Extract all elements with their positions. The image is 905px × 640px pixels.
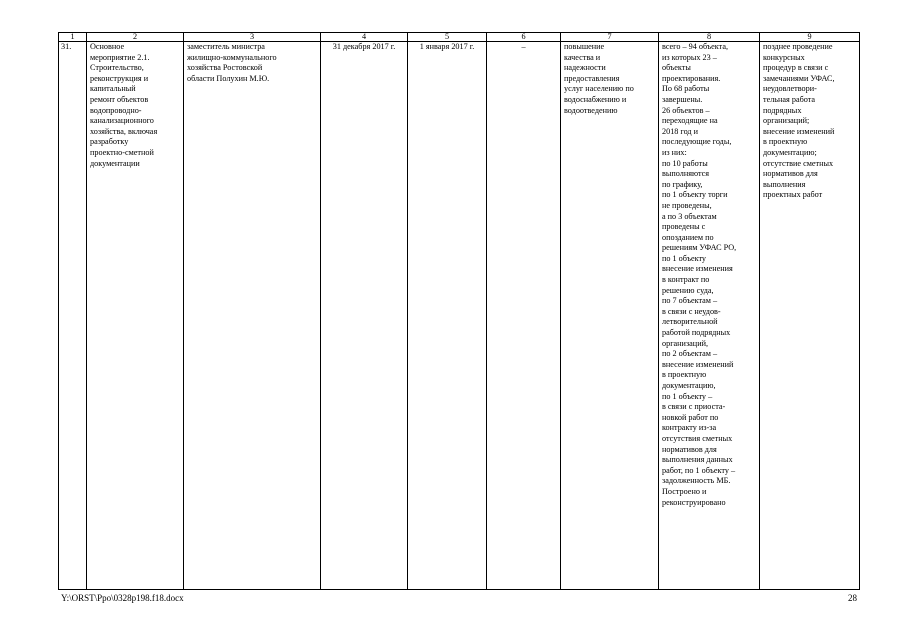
column-number: 4 bbox=[321, 33, 408, 42]
column-number: 2 bbox=[87, 33, 184, 42]
reasons-cell: позднее проведение конкурсных процедур в связи с замечаниями УФАС, неудовлетвори- тельная работа подрядных организаций; внесение изменений в проектную документацию; отсутствие сметных нормативов для выполнения проектных работ bbox=[760, 42, 860, 590]
table-row bbox=[59, 42, 860, 590]
responsible-cell: заместитель министра жилищно-коммунального хозяйства Ростовской области Полухин М.Ю. bbox=[184, 42, 321, 590]
column-number: 8 bbox=[659, 33, 760, 42]
column-number: 1 bbox=[59, 33, 87, 42]
document-table bbox=[58, 32, 860, 590]
column-number: 3 bbox=[184, 33, 321, 42]
plan-date-cell: 31 декабря 2017 г. bbox=[321, 42, 408, 590]
status-cell: всего – 94 объекта, из которых 23 – объекты проектирования. По 68 работы завершены. 26 объектов – переходящие на 2018 год и последующие годы, из них: по 10 работы выполняются по графику, по 1 объекту торги не проведены, а по 3 объектам проведены с опозданием по решениям УФАС РО, по 1 объекту внесение изменения в контракт по решению суда, по 7 объектам – в связи с неудов- летворительной работой подрядных организаций, по 2 объектам – внесение изменений в проектную документацию, по 1 объекту – в связи с приоста- новкой работ по контракту из-за отсутствия сметных нормативов для выполнения данных работ, по 1 объекту – задолженность МБ. Построено и реконструировано bbox=[659, 42, 760, 590]
column-number-row bbox=[59, 33, 860, 42]
activity-cell: Основное мероприятие 2.1. Строительство, реконструкция и капитальный ремонт объектов водопроводно- канализационного хозяйства, включая разработку проектно-сметной документации bbox=[87, 42, 184, 590]
page-number: 28 bbox=[848, 593, 857, 603]
row-number-cell: 31. bbox=[59, 42, 87, 590]
dash-cell: – bbox=[487, 42, 561, 590]
column-number: 9 bbox=[760, 33, 860, 42]
actual-date-cell: 1 января 2017 г. bbox=[408, 42, 487, 590]
column-number: 7 bbox=[561, 33, 659, 42]
footer-file-path: Y:\ORST\Ppo\0328p198.f18.docx bbox=[61, 593, 184, 603]
column-number: 6 bbox=[487, 33, 561, 42]
column-number: 5 bbox=[408, 33, 487, 42]
result-cell: повышение качества и надежности предоставления услуг населению по водоснабжению и водоотведению bbox=[561, 42, 659, 590]
